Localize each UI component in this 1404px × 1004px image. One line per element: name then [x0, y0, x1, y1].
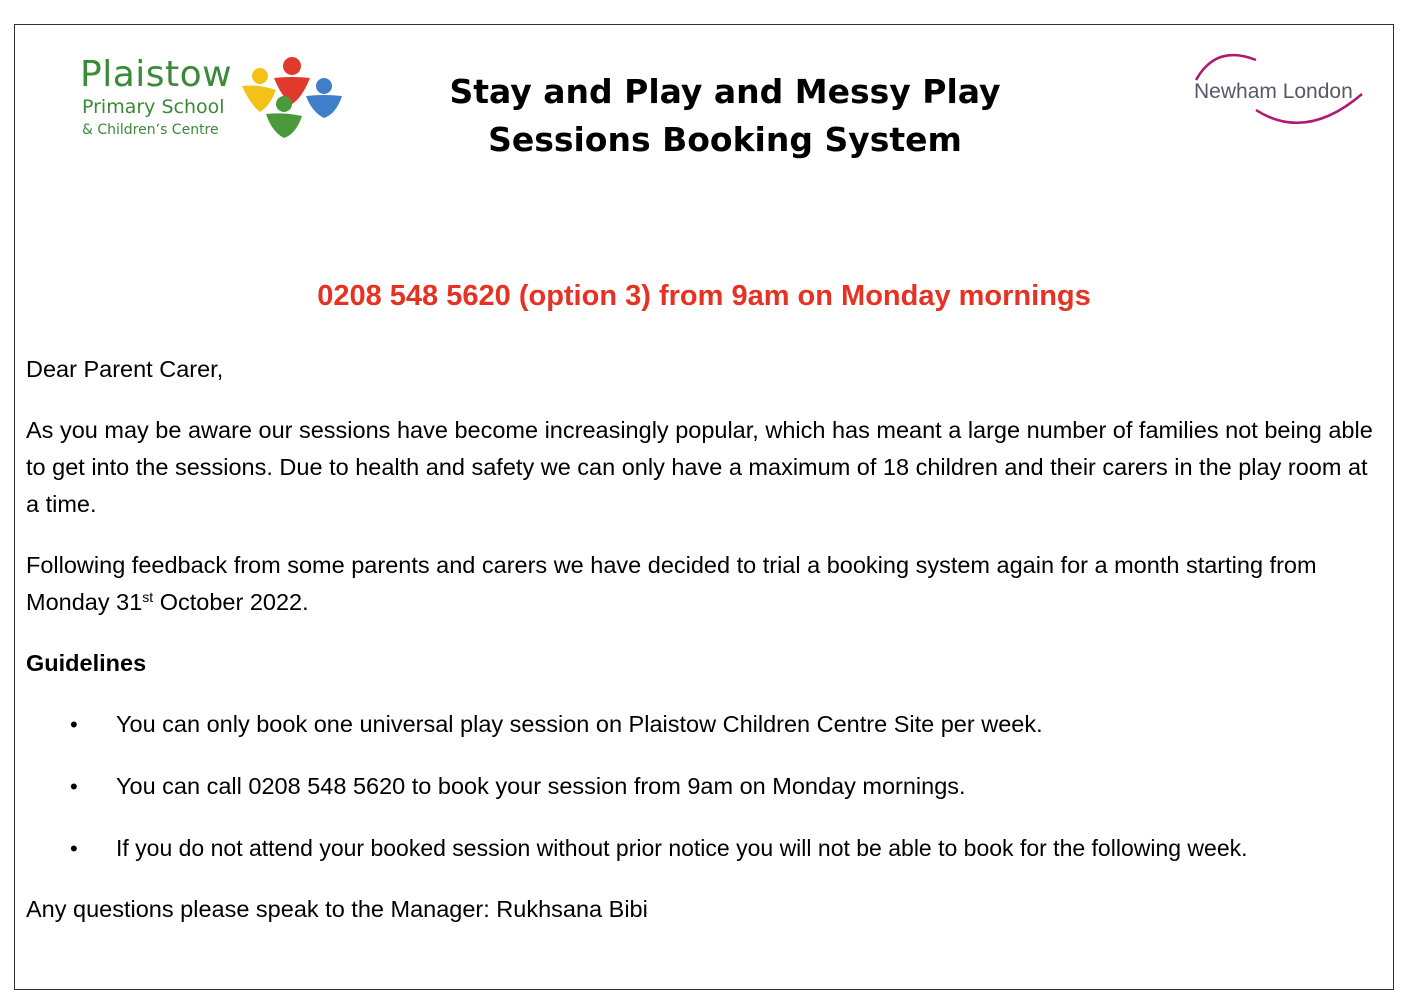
- children-figures-icon: [240, 56, 344, 140]
- bullet-icon: •: [70, 774, 78, 799]
- bullet-icon: •: [70, 836, 78, 861]
- guideline-text: You can call 0208 548 5620 to book your session from 9am on Monday mornings.: [116, 773, 966, 799]
- trial-text-start: Following feedback from some parents and carers we have decided to trial a booking system again for a month starting from Monday 31: [26, 552, 1317, 615]
- school-logo-line2: Primary School: [82, 96, 225, 118]
- bullet-icon: •: [70, 712, 78, 737]
- letter-greeting: Dear Parent Carer,: [26, 356, 224, 382]
- council-logo: [1186, 50, 1370, 132]
- date-ordinal-suffix: st: [142, 589, 154, 605]
- booking-phone-banner: 0208 548 5620 (option 3) from 9am on Monday mornings: [317, 280, 1091, 312]
- page-title-line2: Sessions Booking System: [488, 120, 962, 159]
- letter-closing: Any questions please speak to the Manager: Rukhsana Bibi: [26, 896, 648, 922]
- page-title-line1: Stay and Play and Messy Play: [449, 72, 1001, 111]
- trial-text-end: October 2022.: [153, 589, 309, 615]
- letter-paragraph-capacity: As you may be aware our sessions have become increasingly popular, which has meant a large number of families not being able to get into the sessions. Due to health and safety we can only have a maximum of 18 children and their carers in the play room at a time.: [26, 417, 1373, 517]
- council-logo-text: Newham London: [1194, 80, 1353, 103]
- school-logo: [80, 56, 350, 142]
- school-logo-line3: & Children’s Centre: [82, 122, 219, 138]
- school-logo-line1: Plaistow: [80, 54, 233, 95]
- letter-paragraph-trial: [26, 547, 1386, 621]
- guideline-text: If you do not attend your booked session without prior notice you will not be able to book for the following week.: [116, 835, 1248, 861]
- guidelines-heading: Guidelines: [26, 650, 147, 676]
- guideline-text: You can only book one universal play session on Plaistow Children Centre Site per week.: [116, 711, 1043, 737]
